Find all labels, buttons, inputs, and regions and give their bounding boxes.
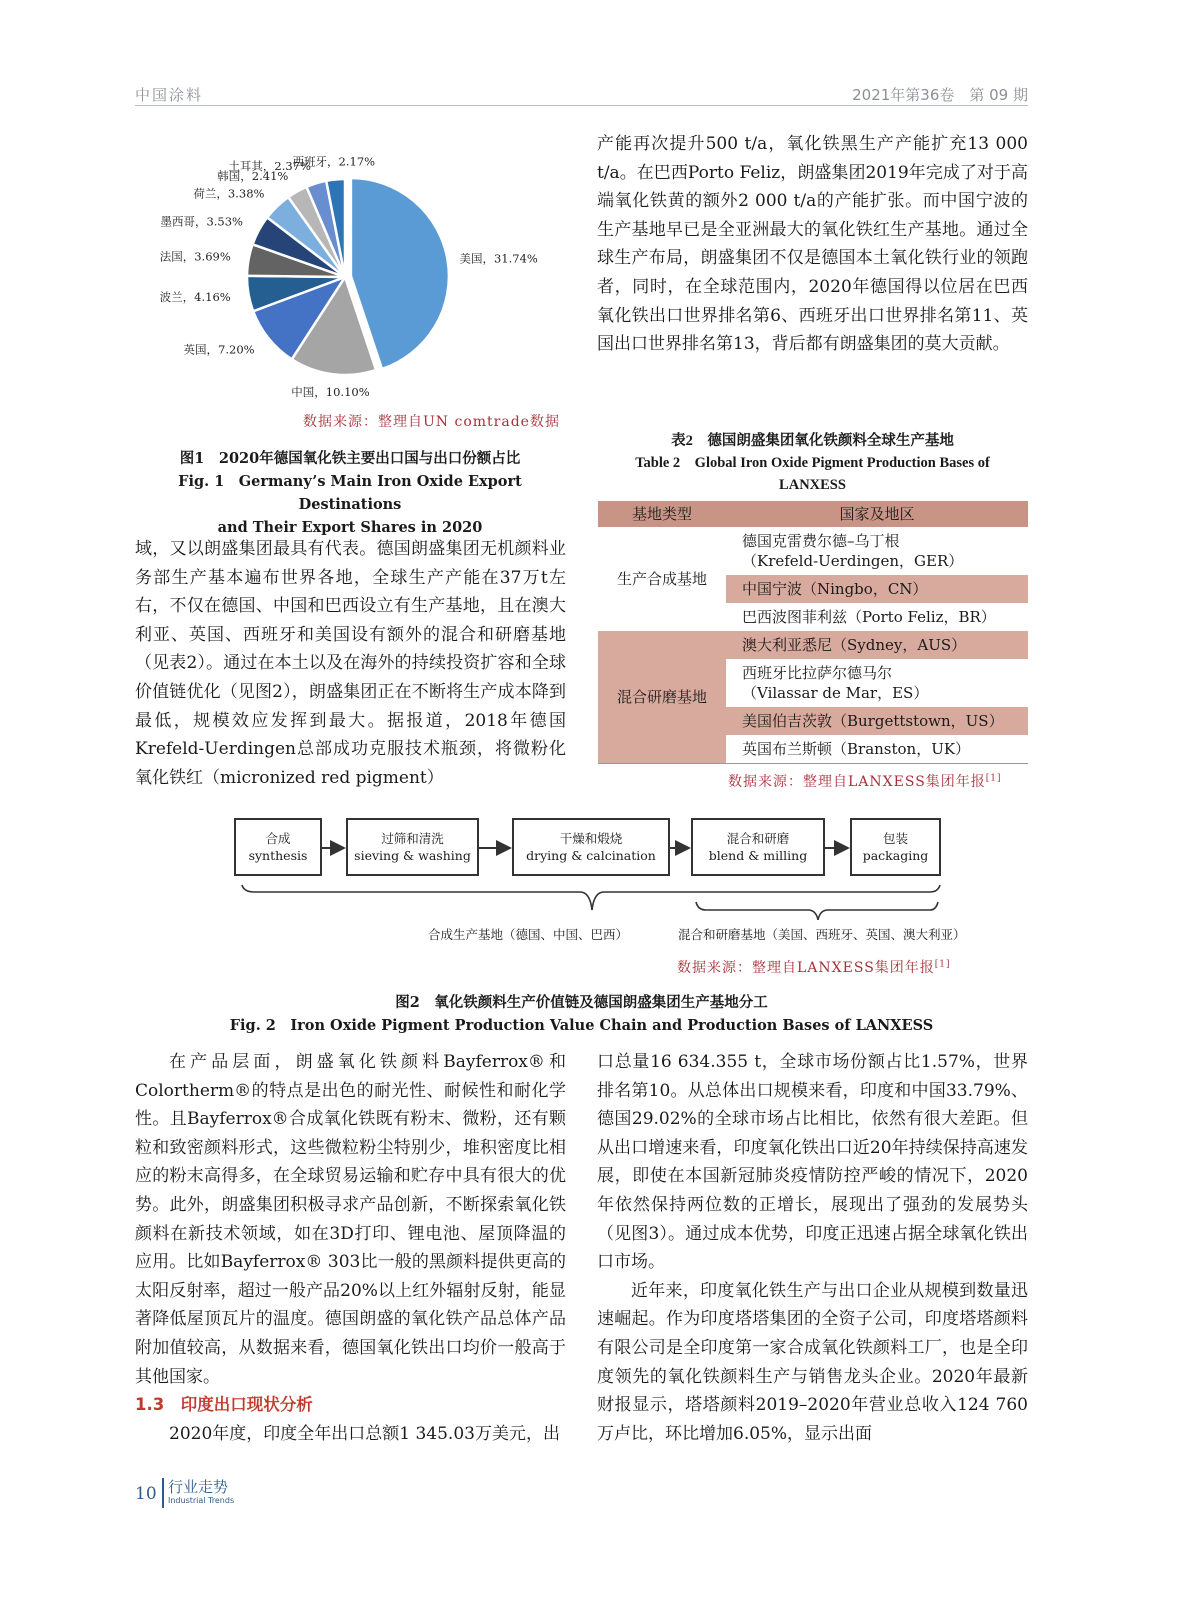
brace-synthesis — [242, 885, 940, 910]
figure2-source: 数据来源：整理自LANXESS集团年报[1] — [677, 959, 951, 976]
pie-label: 中国，10.10% — [291, 385, 370, 400]
caption-cn: 表2 德国朗盛集团氧化铁颜料全球生产基地 — [671, 433, 954, 449]
journal-name: 中国涂料 — [135, 86, 204, 104]
brace-blending — [696, 902, 938, 920]
step-packaging: 包装 packaging — [850, 818, 941, 876]
section-heading: 1.3 印度出口现状分析 — [135, 1395, 313, 1415]
table2 — [598, 501, 1028, 764]
table-row: 西班牙比拉萨尔德马尔 （Vilassar de Mar，ES） — [742, 664, 929, 702]
figure1-source: 数据来源：整理自UN comtrade数据 — [303, 414, 560, 430]
flow-arrows-and-braces — [230, 840, 960, 920]
table-header: 基地类型 国家及地区 — [598, 501, 1028, 527]
pie-label: 法国，3.69% — [159, 249, 231, 264]
pie-label: 波兰，4.16% — [159, 289, 231, 304]
right-bottom-text: 口总量16 634.355 t，全球市场份额占比1.57%，世界排名第10。从总体出口规模来看，印度和中国33.79%、德国29.02%的全球市场占比相比，依然有很大差距。但从出口增速来看，印度氧化铁出口近20年持续保持高速发展，即使在本国新冠肺炎疫情防控严峻的情况下，2020年依然保持两位数的正增长，展现出了强劲的发展势头（见图3）。通过成本优势，印度正迅速占据全球氧化铁出口市场。 近年来，印度氧化铁生产与出口企业从规模到数量迅速崛起。作为印度塔塔集团的全资子公司，印度塔塔颜料有限公司是全印度第一家合成氧化铁颜料工厂，也是全印度领先的氧化铁颜料生产与销售龙头企业。2020年最新财报显示，塔塔颜料2019–2020年营业总收入124 760万卢比，环比增加6.05%，显示出面 — [597, 1052, 1028, 1444]
pie-label: 西班牙，2.17% — [292, 154, 376, 169]
left-bottom-text: 在产品层面，朗盛氧化铁颜料Bayferrox®和Colortherm®的特点是出色的耐光性、耐候性和耐化学性。且Bayferrox®合成氧化铁既有粉末、微粉，还有颗粒和致密颜料形式，这些微粒粉尘特别少，堆积密度比相应的粉末高得多，在全球贸易运输和贮存中具有很大的优势。此外，朗盛集团积极寻求产品创新，不断探索氧化铁颜料在新技术领域，如在3D打印、锂电池、屋顶降温的应用。比如Bayferrox® 303比一般的黑颜料提供更高的太阳反射率，超过一般产品20%以上红外辐射反射，能显著降低屋顶瓦片的温度。德国朗盛的氧化铁产品总体产品附加值较高，从数据来看，德国氧化铁出口均价一般高于其他国家。 1.3 印度出口现状分析 2020年度，印度全年出口总额1 345.03万美元，出 — [135, 1052, 566, 1444]
step-synthesis: 合成 synthesis — [234, 818, 322, 876]
brace-label-blending: 混合和研磨基地（美国、西班牙、英国、澳大利亚） — [678, 927, 966, 942]
figure1-caption — [135, 447, 565, 539]
pie-label: 荷兰，3.38% — [193, 186, 265, 201]
caption-en: and Their Export Shares in 2020 — [217, 519, 483, 536]
footer-section: 行业走势 — [168, 1478, 229, 1496]
table-row: 生产合成基地 德国克雷费尔德–乌丁根 （Krefeld-Uerdingen，GER） — [616, 532, 964, 588]
pie-chart — [140, 130, 570, 410]
caption-en: Table 2 Global Iron Oxide Pigment Production Bases of — [635, 455, 990, 471]
pie-label: 英国，7.20% — [183, 342, 255, 357]
pie-label: 美国，31.74% — [459, 251, 538, 266]
table-row: 美国伯吉茨敦（Burgettstown，US） — [598, 707, 1028, 735]
brace-label-synthesis: 合成生产基地（德国、中国、巴西） — [428, 927, 629, 942]
left-mid-text: 域，又以朗盛集团最具有代表。德国朗盛集团无机颜料业务部生产基本遍布世界各地，全球生产产能在37万t左右，不仅在德国、中国和巴西设立有生产基地，且在澳大利亚、英国、西班牙和美国设有额外的混合和研磨基地（见表2）。通过在本土以及在海外的持续投资扩容和全球价值链优化（见图2），朗盛集团正在不断将生产成本降到最低，规模效应发挥到最大。据报道，2018年德国Krefeld-Uerdingen总部成功克服技术瓶颈，将微粉化氧化铁红（micronized red pigment） — [135, 539, 566, 788]
footer-section-en: Industrial Trends — [168, 1496, 235, 1505]
figure2-caption: 图2 氧化铁颜料生产价值链及德国朗盛集团生产基地分工 Fig. 2 Iron Oxide Pigment Production Value Chain and Production Bases of LANXESS — [229, 994, 934, 1034]
step-drying: 干燥和煅烧 drying & calcination — [512, 818, 670, 876]
footer-divider — [162, 1478, 164, 1508]
pie-label: 墨西哥，3.53% — [160, 214, 244, 229]
caption-en: LANXESS — [779, 477, 846, 493]
pie-label: 韩国，2.41% — [217, 168, 289, 183]
table-row: 混合研磨基地 澳大利亚悉尼（Sydney，AUS） — [598, 631, 1028, 659]
table-row: 英国布兰斯顿（Branston，UK） — [742, 739, 971, 758]
page-number: 10 — [135, 1484, 157, 1504]
header-rule — [135, 105, 1028, 106]
issue-info: 2021年第36卷 第 09 期 — [852, 86, 1028, 104]
caption-en: Fig. 1 Germany’s Main Iron Oxide Export Destinations — [178, 473, 522, 513]
caption-cn: 图1 2020年德国氧化铁主要出口国与出口份额占比 — [179, 450, 521, 467]
table2-caption — [587, 430, 1038, 496]
right-top-text: 产能再次提升500 t/a，氧化铁黑生产产能扩充13 000 t/a。在巴西Porto Feliz，朗盛集团2019年完成了对于高端氧化铁黄的额外2 000 t/a的产能扩张。而中国宁波的生产基地早已是全亚洲最大的氧化铁红生产基地。通过全球生产布局，朗盛集团不仅是德国本土氧化铁行业的领跑者，同时，在全球范围内，2020年德国得以位居在巴西氧化铁出口世界排名第6、西班牙出口世界排名第11、英国出口世界排名第13，背后都有朗盛集团的莫大贡献。 — [597, 134, 1028, 355]
step-sieving: 过筛和清洗 sieving & washing — [346, 818, 479, 876]
table2-source: 数据来源：整理自LANXESS集团年报[1] — [728, 773, 1002, 790]
pie-label: 土耳其，2.37% — [228, 159, 311, 174]
table-row: 中国宁波（Ningbo，CN） — [598, 575, 1028, 603]
step-blending: 混合和研磨 blend & milling — [691, 818, 825, 876]
table-row: 巴西波图菲利兹（Porto Feliz，BR） — [742, 608, 996, 626]
